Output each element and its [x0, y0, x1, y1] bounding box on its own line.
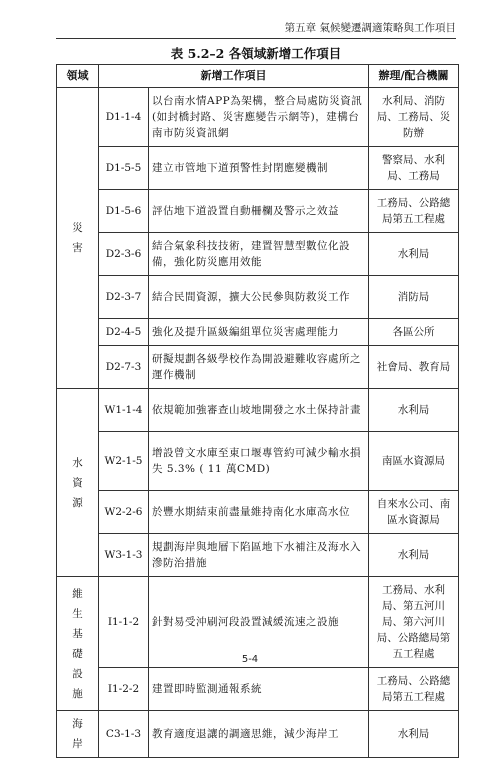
page-number: 5-4 — [241, 654, 259, 665]
table-row — [57, 491, 459, 534]
table-row — [57, 668, 459, 711]
table-row — [57, 319, 459, 346]
domain-cell — [57, 577, 99, 711]
item-code: D2-3-7 — [99, 276, 149, 319]
work-item-text: 評估地下道設置自動柵欄及警示之效益 — [149, 190, 369, 233]
work-item-text: 依規範加強審查山坡地開發之水土保持計畫 — [149, 389, 369, 432]
table-caption: 表 5.2–2 各領域新增工作項目 — [170, 46, 342, 61]
item-code: D1-1-4 — [99, 88, 149, 147]
responsible-agency: 水利局、消防局、工務局、災防辦 — [369, 88, 459, 147]
responsible-agency: 各區公所 — [369, 319, 459, 346]
work-item-text: 以台南水情APP為架構，整合局處防災資訊(如封橋封路、災害應變告示網等)，建構台南市防災資訊網 — [149, 88, 369, 147]
work-item-text: 研擬規劃各級學校作為開設避難收容處所之運作機制 — [149, 346, 369, 389]
responsible-agency: 水利局 — [369, 711, 459, 758]
responsible-agency: 水利局 — [369, 534, 459, 577]
table-row — [57, 389, 459, 432]
work-item-text: 建置即時監測通報系統 — [149, 668, 369, 711]
work-item-text: 於豐水期結束前盡量維持南化水庫高水位 — [149, 491, 369, 534]
item-code: W3-1-3 — [99, 534, 149, 577]
responsible-agency: 自來水公司、南區水資源局 — [369, 491, 459, 534]
table-row — [57, 147, 459, 190]
work-item-text: 規劃海岸與地層下陷區地下水補注及海水入滲防治措施 — [149, 534, 369, 577]
table-row — [57, 432, 459, 491]
table-row — [57, 88, 459, 147]
table-row — [57, 276, 459, 319]
domain-label: 災害 — [72, 222, 83, 254]
domain-cell — [57, 88, 99, 389]
column-header-domain: 領域 — [57, 65, 99, 88]
work-item-text: 建立市管地下道預警性封閉應變機制 — [149, 147, 369, 190]
work-item-text: 增設曾文水庫至東口堰專管約可減少輸水損失 5.3% ( 11 萬CMD) — [149, 432, 369, 491]
chapter-header: 第五章 氣候變遷調適策略與工作項目 — [56, 20, 456, 39]
domain-label: 水資源 — [72, 456, 83, 509]
item-code: I1-2-2 — [99, 668, 149, 711]
responsible-agency: 社會局、教育局 — [369, 346, 459, 389]
item-code: W1-1-4 — [99, 389, 149, 432]
table-header-row — [57, 65, 459, 88]
table-row — [57, 534, 459, 577]
responsible-agency: 水利局 — [369, 233, 459, 276]
item-code: W2-2-6 — [99, 491, 149, 534]
column-header-agency: 辦理/配合機關 — [369, 65, 459, 88]
table-row — [57, 346, 459, 389]
item-code: D2-3-6 — [99, 233, 149, 276]
item-code: I1-1-2 — [99, 577, 149, 668]
item-code: C3-1-3 — [99, 711, 149, 758]
domain-label: 維生基礎設施 — [72, 587, 83, 700]
responsible-agency: 南區水資源局 — [369, 432, 459, 491]
responsible-agency: 警察局、水利局、工務局 — [369, 147, 459, 190]
domain-cell — [57, 389, 99, 577]
item-code: D2-4-5 — [99, 319, 149, 346]
responsible-agency: 工務局、公路總局第五工程處 — [369, 190, 459, 233]
table-row — [57, 190, 459, 233]
domain-label: 海岸 — [72, 718, 83, 750]
domain-cell — [57, 711, 99, 758]
table-row — [57, 711, 459, 758]
responsible-agency: 工務局、水利局、第五河川局、第六河川局、公路總局第五工程處 — [369, 577, 459, 668]
item-code: D1-5-5 — [99, 147, 149, 190]
work-item-text: 結合民間資源，擴大公民參與防救災工作 — [149, 276, 369, 319]
work-item-text: 教育適度退讓的調適思維，減少海岸工 — [149, 711, 369, 758]
item-code: D2-7-3 — [99, 346, 149, 389]
column-header-item: 新增工作項目 — [99, 65, 369, 88]
table-row — [57, 233, 459, 276]
work-item-text: 結合氣象科技技術，建置智慧型數位化設備，強化防災應用效能 — [149, 233, 369, 276]
responsible-agency: 消防局 — [369, 276, 459, 319]
item-code: D1-5-6 — [99, 190, 149, 233]
work-item-text: 強化及提升區級編組單位災害處理能力 — [149, 319, 369, 346]
item-code: W2-1-5 — [99, 432, 149, 491]
responsible-agency: 工務局、公路總局第五工程處 — [369, 668, 459, 711]
responsible-agency: 水利局 — [369, 389, 459, 432]
work-item-text: 針對易受沖刷河段設置減緩流速之設施 — [149, 577, 369, 668]
